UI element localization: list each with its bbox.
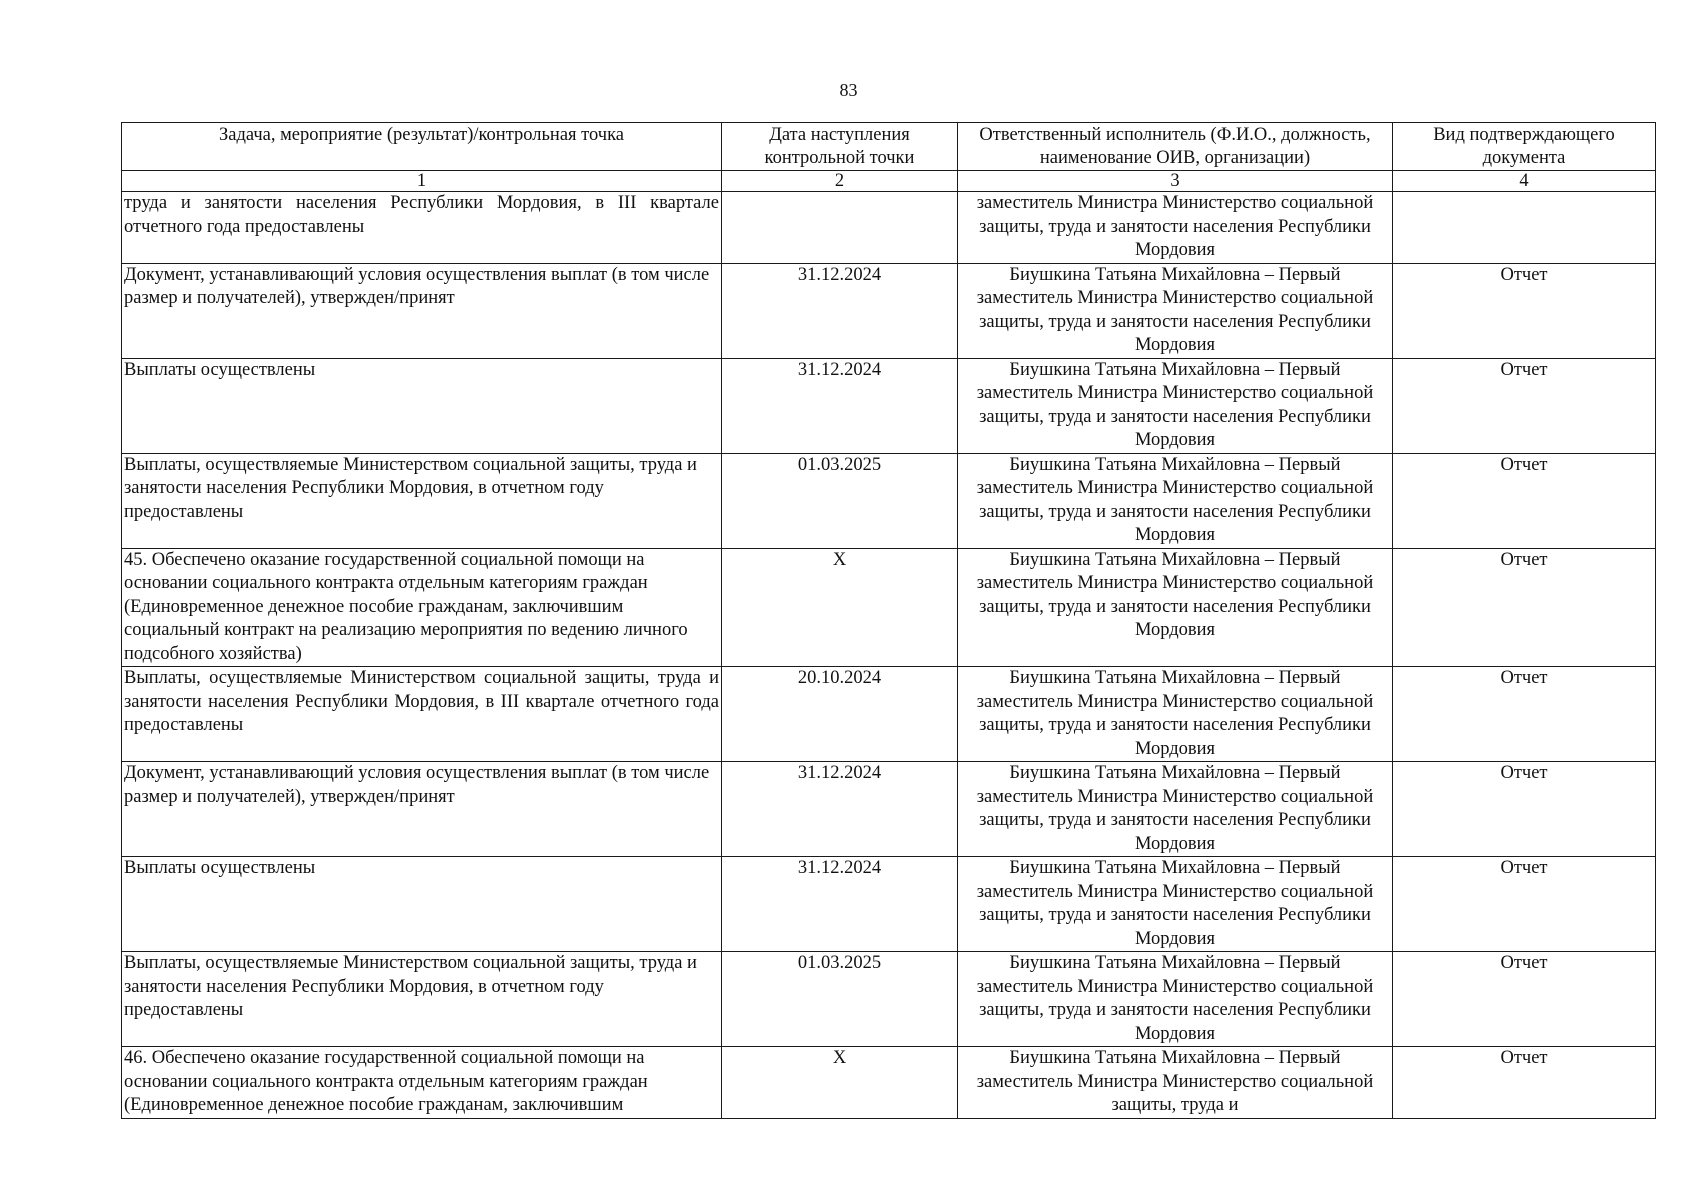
- document-cell: Отчет: [1393, 762, 1656, 857]
- responsible-cell: Биушкина Татьяна Михайловна – Первый заместитель Министра Министерство социальной защиты, труда и занятости населения Республики Мордовия: [958, 358, 1393, 453]
- table-row: [122, 453, 1656, 548]
- task-cell: 46. Обеспечено оказание государственной социальной помощи на основании социального контракта отдельным категориям граждан (Единовременное денежное пособие гражданам, заключившим: [122, 1047, 722, 1119]
- table-row: [122, 857, 1656, 952]
- document-cell: Отчет: [1393, 358, 1656, 453]
- document-cell: Отчет: [1393, 952, 1656, 1047]
- document-cell: [1393, 192, 1656, 264]
- task-cell: Документ, устанавливающий условия осуществления выплат (в том числе размер и получателей), утвержден/принят: [122, 263, 722, 358]
- date-cell: 01.03.2025: [722, 453, 958, 548]
- responsible-cell: Биушкина Татьяна Михайловна – Первый заместитель Министра Министерство социальной защиты, труда и: [958, 1047, 1393, 1119]
- date-cell: 31.12.2024: [722, 358, 958, 453]
- document-cell: Отчет: [1393, 263, 1656, 358]
- responsible-cell: Биушкина Татьяна Михайловна – Первый заместитель Министра Министерство социальной защиты, труда и занятости населения Республики Мордовия: [958, 263, 1393, 358]
- date-cell: 31.12.2024: [722, 857, 958, 952]
- date-cell: 31.12.2024: [722, 762, 958, 857]
- table-row: [122, 667, 1656, 762]
- task-cell: Выплаты, осуществляемые Министерством социальной защиты, труда и занятости населения Республики Мордовия, в III квартале отчетного года предоставлены: [122, 667, 722, 762]
- task-cell: Выплаты осуществлены: [122, 358, 722, 453]
- header-task: Задача, мероприятие (результат)/контрольная точка: [122, 123, 722, 171]
- table-row: [122, 762, 1656, 857]
- table-row: [122, 358, 1656, 453]
- responsible-cell: Биушкина Татьяна Михайловна – Первый заместитель Министра Министерство социальной защиты, труда и занятости населения Республики Мордовия: [958, 453, 1393, 548]
- column-number: 2: [722, 171, 958, 192]
- responsible-cell: Биушкина Татьяна Михайловна – Первый заместитель Министра Министерство социальной защиты, труда и занятости населения Республики Мордовия: [958, 667, 1393, 762]
- task-cell: Документ, устанавливающий условия осуществления выплат (в том числе размер и получателей), утвержден/принят: [122, 762, 722, 857]
- header-row: [122, 123, 1656, 171]
- document-cell: Отчет: [1393, 548, 1656, 667]
- responsible-cell: Биушкина Татьяна Михайловна – Первый заместитель Министра Министерство социальной защиты, труда и занятости населения Республики Мордовия: [958, 857, 1393, 952]
- document-cell: Отчет: [1393, 857, 1656, 952]
- column-number: 3: [958, 171, 1393, 192]
- date-cell: [722, 192, 958, 264]
- column-number-row: [122, 171, 1656, 192]
- responsible-cell: заместитель Министра Министерство социальной защиты, труда и занятости населения Республики Мордовия: [958, 192, 1393, 264]
- table-row: [122, 263, 1656, 358]
- table-row: [122, 192, 1656, 264]
- table-row: [122, 1047, 1656, 1119]
- header-date: Дата наступления контрольной точки: [722, 123, 958, 171]
- document-cell: Отчет: [1393, 1047, 1656, 1119]
- responsible-cell: Биушкина Татьяна Михайловна – Первый заместитель Министра Министерство социальной защиты, труда и занятости населения Республики Мордовия: [958, 952, 1393, 1047]
- table-row: [122, 952, 1656, 1047]
- document-cell: Отчет: [1393, 667, 1656, 762]
- date-cell: X: [722, 1047, 958, 1119]
- date-cell: X: [722, 548, 958, 667]
- task-cell: Выплаты, осуществляемые Министерством социальной защиты, труда и занятости населения Республики Мордовия, в отчетном году предоставлены: [122, 453, 722, 548]
- task-cell: Выплаты, осуществляемые Министерством социальной защиты, труда и занятости населения Республики Мордовия, в отчетном году предоставлены: [122, 952, 722, 1047]
- responsible-cell: Биушкина Татьяна Михайловна – Первый заместитель Министра Министерство социальной защиты, труда и занятости населения Республики Мордовия: [958, 548, 1393, 667]
- task-cell: Выплаты осуществлены: [122, 857, 722, 952]
- date-cell: 20.10.2024: [722, 667, 958, 762]
- document-cell: Отчет: [1393, 453, 1656, 548]
- control-points-table: [121, 122, 1656, 1119]
- responsible-cell: Биушкина Татьяна Михайловна – Первый заместитель Министра Министерство социальной защиты, труда и занятости населения Республики Мордовия: [958, 762, 1393, 857]
- header-document-type: Вид подтверждающего документа: [1393, 123, 1656, 171]
- column-number: 4: [1393, 171, 1656, 192]
- column-number: 1: [122, 171, 722, 192]
- task-cell: 45. Обеспечено оказание государственной социальной помощи на основании социального контракта отдельным категориям граждан (Единовременное денежное пособие гражданам, заключившим социальный контракт на реализацию мероприятия по ведению личного подсобного хозяйства): [122, 548, 722, 667]
- header-responsible: Ответственный исполнитель (Ф.И.О., должность, наименование ОИВ, организации): [958, 123, 1393, 171]
- date-cell: 01.03.2025: [722, 952, 958, 1047]
- date-cell: 31.12.2024: [722, 263, 958, 358]
- table-row: [122, 548, 1656, 667]
- page-number: 83: [839, 80, 858, 100]
- task-cell: труда и занятости населения Республики Мордовия, в III квартале отчетного года предоставлены: [122, 192, 722, 264]
